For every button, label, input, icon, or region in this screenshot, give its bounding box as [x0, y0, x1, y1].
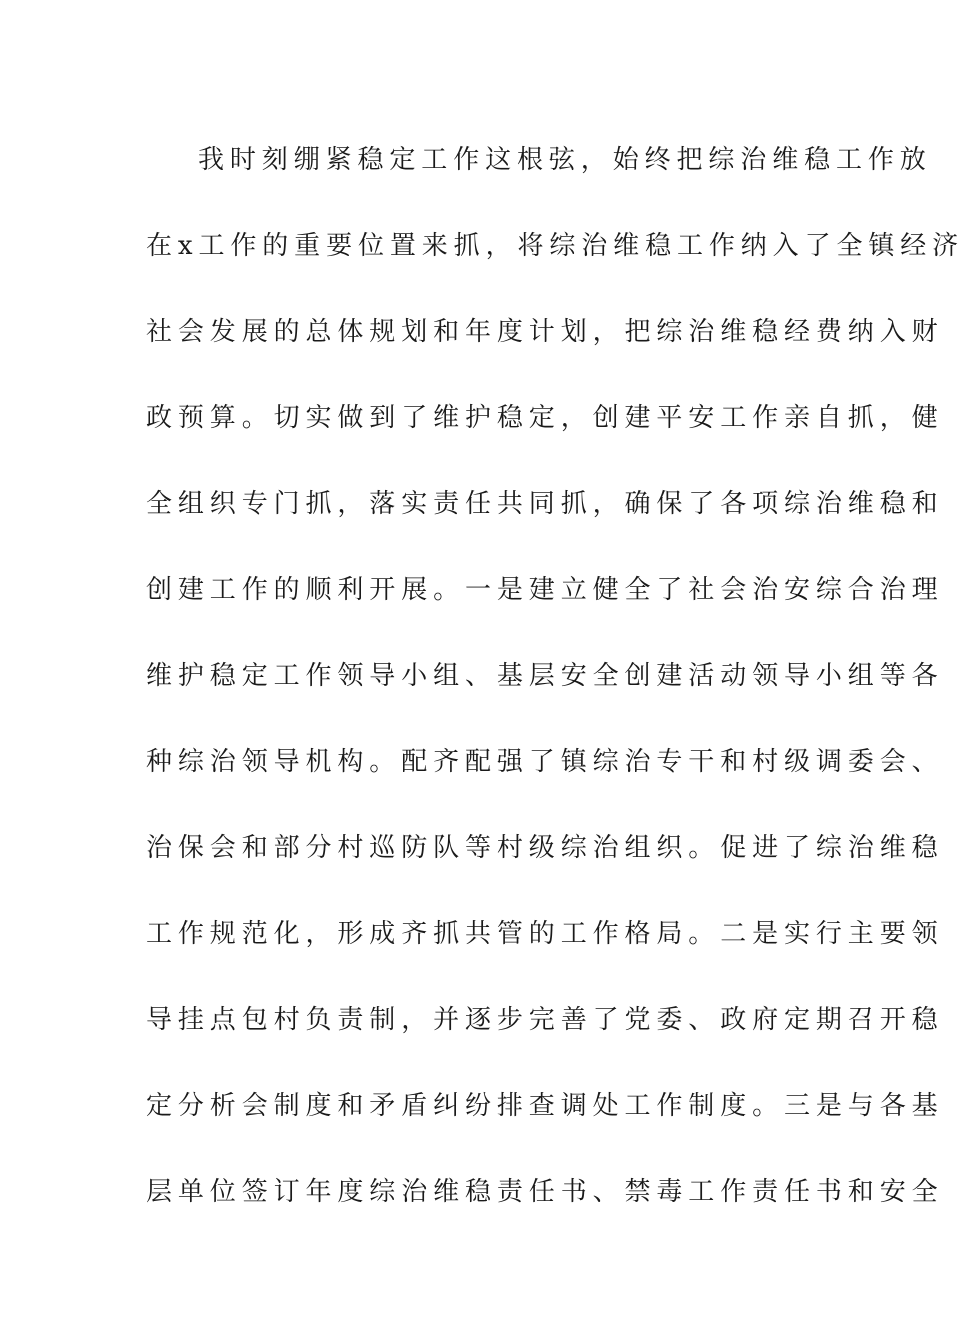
- paragraph-line-1: 我时刻绷紧稳定工作这根弦，始终把综治维稳工作放: [198, 145, 932, 175]
- paragraph-line-13: 层单位签订年度综治维稳责任书、禁毒工作责任书和安全: [146, 1177, 944, 1207]
- body-paragraph: [146, 138, 964, 1256]
- paragraph-line-8: 种综治领导机构。配齐配强了镇综治专干和村级调委会、: [146, 747, 944, 777]
- paragraph-line-4: 政预算。切实做到了维护稳定，创建平安工作亲自抓，健: [146, 403, 944, 433]
- paragraph-line-2: 在x工作的重要位置来抓，将综治维稳工作纳入了全镇经济: [146, 231, 964, 261]
- paragraph-line-12: 定分析会制度和矛盾纠纷排查调处工作制度。三是与各基: [146, 1091, 944, 1121]
- paragraph-line-10: 工作规范化，形成齐抓共管的工作格局。二是实行主要领: [146, 919, 944, 949]
- paragraph-line-6: 创建工作的顺利开展。一是建立健全了社会治安综合治理: [146, 575, 944, 605]
- paragraph-line-7: 维护稳定工作领导小组、基层安全创建活动领导小组等各: [146, 661, 944, 691]
- paragraph-line-11: 导挂点包村负责制，并逐步完善了党委、政府定期召开稳: [146, 1005, 944, 1035]
- paragraph-line-5: 全组织专门抓，落实责任共同抓，确保了各项综治维稳和: [146, 489, 944, 519]
- paragraph-line-9: 治保会和部分村巡防队等村级综治组织。促进了综治维稳: [146, 833, 944, 863]
- paragraph-line-3: 社会发展的总体规划和年度计划，把综治维稳经费纳入财: [146, 317, 944, 347]
